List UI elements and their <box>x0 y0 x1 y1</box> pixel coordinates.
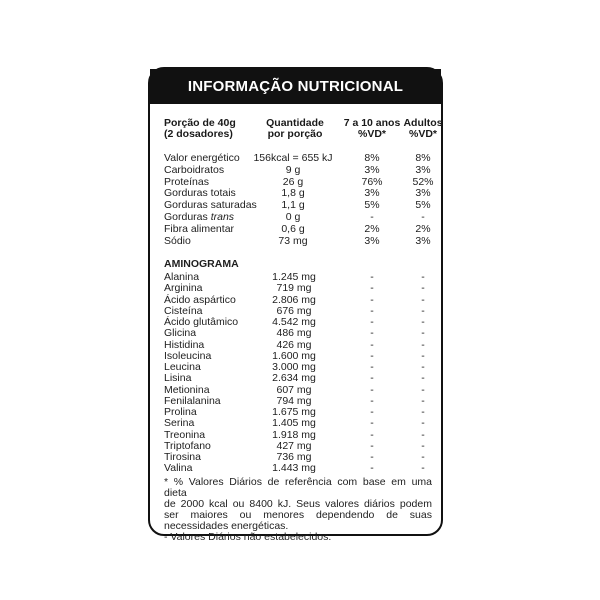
aminogram-row <box>150 373 441 384</box>
row-name-italic: trans <box>210 211 235 223</box>
row-kids-dv: - <box>370 372 374 385</box>
row-quantity: 0 g <box>285 211 301 223</box>
panel-title: INFORMAÇÃO NUTRICIONAL <box>150 69 441 104</box>
row-name: Leucina <box>164 361 201 373</box>
row-quantity: 9 g <box>285 163 301 176</box>
kids-dv-header-line2: %VD* <box>357 128 386 140</box>
row-kids-dv: - <box>370 293 374 306</box>
row-adults-dv: - <box>421 417 425 430</box>
row-adults-dv: 8% <box>415 152 431 164</box>
row-name: Alanina <box>164 271 200 283</box>
row-quantity: 427 mg <box>276 439 312 452</box>
row-adults-dv: - <box>421 394 425 407</box>
row-name: Treonina <box>164 428 206 441</box>
row-name: Histidina <box>164 338 205 351</box>
row-adults-dv: - <box>421 439 425 452</box>
row-quantity: 736 mg <box>276 451 312 463</box>
nutrient-row <box>150 153 441 164</box>
row-name: Gorduras totais <box>164 187 236 200</box>
row-kids-dv: - <box>370 282 374 295</box>
row-adults-dv: 3% <box>415 163 431 176</box>
footnote-line1: * % Valores Diários de referência com base em uma dieta <box>164 476 432 499</box>
row-adults-dv: 5% <box>415 199 431 212</box>
row-kids-dv: - <box>370 211 374 223</box>
aminogram-title: AMINOGRAMA <box>164 258 239 270</box>
row-adults-dv: - <box>421 349 425 362</box>
nutrient-row <box>150 224 441 235</box>
aminogram-row <box>150 295 441 306</box>
row-quantity: 1,8 g <box>281 187 305 200</box>
row-kids-dv: 5% <box>364 199 380 212</box>
row-name: Isoleucina <box>164 349 212 362</box>
row-quantity: 3.000 mg <box>272 361 316 373</box>
row-kids-dv: - <box>370 361 374 373</box>
row-quantity: 26 g <box>282 175 304 188</box>
row-kids-dv: 3% <box>364 187 380 200</box>
row-quantity: 0,6 g <box>281 222 305 235</box>
row-kids-dv: - <box>370 271 374 283</box>
row-name: Glicina <box>164 327 197 340</box>
portion-header-line1: Porção de 40g <box>164 117 236 129</box>
row-adults-dv: - <box>421 271 425 283</box>
nutrition-facts-panel <box>148 67 443 543</box>
row-quantity: 1,1 g <box>281 199 305 212</box>
row-name: Serina <box>164 417 195 430</box>
row-adults-dv: 3% <box>415 234 431 247</box>
row-name: Proteínas <box>164 175 209 188</box>
row-adults-dv: - <box>421 361 425 373</box>
row-adults-dv: - <box>421 304 425 317</box>
row-adults-dv: - <box>421 338 425 351</box>
row-quantity: 2.806 mg <box>272 293 316 306</box>
row-kids-dv: - <box>370 304 374 317</box>
row-adults-dv: - <box>421 282 425 295</box>
row-name: Ácido aspártico <box>164 293 236 306</box>
row-kids-dv: - <box>370 451 374 463</box>
row-name: Prolina <box>164 406 197 418</box>
row-name: Cisteína <box>164 304 203 317</box>
row-name: Tirosina <box>164 451 201 463</box>
row-quantity: 676 mg <box>276 304 312 317</box>
row-quantity: 607 mg <box>276 383 312 396</box>
row-adults-dv: - <box>421 372 425 385</box>
nutrient-row <box>150 177 441 188</box>
row-name: Triptofano <box>164 439 211 452</box>
aminogram-row <box>150 283 441 294</box>
row-adults-dv: 2% <box>415 222 431 235</box>
aminogram-row <box>150 328 441 339</box>
footnote-line5: - Valores Diários não estabelecidos. <box>164 531 332 543</box>
row-adults-dv: - <box>421 462 425 475</box>
row-kids-dv: - <box>370 338 374 351</box>
row-kids-dv: 8% <box>364 152 380 164</box>
row-quantity: 1.245 mg <box>272 271 316 283</box>
quantity-header-line2: por porção <box>267 128 323 140</box>
row-adults-dv: 3% <box>415 187 431 200</box>
row-name: Arginina <box>164 282 203 295</box>
row-adults-dv: - <box>421 406 425 418</box>
adults-dv-header-line2: %VD* <box>408 128 437 140</box>
adults-dv-header-line1: Adultos <box>403 117 443 129</box>
row-name: Sódio <box>164 234 191 247</box>
row-kids-dv: 3% <box>364 234 380 247</box>
row-kids-dv: - <box>370 349 374 362</box>
row-quantity: 1.600 mg <box>272 349 316 362</box>
row-name-prefix: Gorduras <box>164 211 208 223</box>
row-name: Lisina <box>164 372 192 385</box>
row-quantity: 486 mg <box>276 327 312 340</box>
portion-header <box>164 118 236 140</box>
row-quantity: 1.405 mg <box>272 417 316 430</box>
row-name: Ácido glutâmico <box>164 316 239 328</box>
row-name: Carboidratos <box>164 163 225 176</box>
row-kids-dv: - <box>370 428 374 441</box>
row-kids-dv: 76% <box>361 175 383 188</box>
row-kids-dv: - <box>370 439 374 452</box>
kids-dv-header-line1: 7 a 10 anos <box>343 117 401 129</box>
row-quantity: 73 mg <box>278 234 308 247</box>
row-quantity: 4.542 mg <box>272 316 316 328</box>
aminogram-row <box>150 430 441 441</box>
row-kids-dv: - <box>370 394 374 407</box>
row-quantity: 156kcal = 655 kJ <box>253 152 333 164</box>
row-name: Fibra alimentar <box>164 222 235 235</box>
row-kids-dv: - <box>370 417 374 430</box>
row-kids-dv: 2% <box>364 222 380 235</box>
row-name: Valina <box>164 462 193 475</box>
aminogram-row <box>150 463 441 474</box>
row-kids-dv: - <box>370 327 374 340</box>
aminogram-row <box>150 418 441 429</box>
row-quantity: 1.918 mg <box>272 428 316 441</box>
row-kids-dv: - <box>370 462 374 475</box>
row-name: Fenilalanina <box>164 394 221 407</box>
row-adults-dv: 52% <box>412 175 434 188</box>
row-adults-dv: - <box>421 451 425 463</box>
row-kids-dv: - <box>370 383 374 396</box>
aminogram-row <box>150 340 441 351</box>
row-name <box>164 212 234 223</box>
row-adults-dv: - <box>421 316 425 328</box>
nutrient-row <box>150 200 441 211</box>
footnote-line4: necessidades energéticas. <box>164 520 289 532</box>
nutrient-row <box>150 212 441 223</box>
adults-dv-header <box>398 118 448 140</box>
row-adults-dv: - <box>421 383 425 396</box>
nutrient-row <box>150 165 441 176</box>
row-kids-dv: 3% <box>364 163 380 176</box>
row-name: Metionina <box>164 383 210 396</box>
row-quantity: 719 mg <box>276 282 312 295</box>
portion-header-line2: (2 dosadores) <box>164 128 233 140</box>
footnote <box>164 477 432 543</box>
aminogram-row <box>150 385 441 396</box>
row-kids-dv: - <box>370 316 374 328</box>
row-quantity: 1.443 mg <box>272 462 316 475</box>
footnote-line2: de 2000 kcal ou 8400 kJ. Seus valores diários podem <box>164 498 432 510</box>
row-adults-dv: - <box>421 428 425 441</box>
row-quantity: 794 mg <box>276 394 312 407</box>
row-quantity: 1.675 mg <box>272 406 316 418</box>
quantity-header-line1: Quantidade <box>266 117 324 129</box>
row-kids-dv: - <box>370 406 374 418</box>
nutrient-row <box>150 188 441 199</box>
nutrient-row <box>150 236 441 247</box>
row-name: Gorduras saturadas <box>164 199 257 212</box>
row-name: Valor energético <box>164 152 240 164</box>
row-quantity: 2.634 mg <box>272 372 316 385</box>
footnote-line3: ser maiores ou menores dependendo de suas <box>164 509 432 521</box>
row-adults-dv: - <box>421 211 425 223</box>
row-adults-dv: - <box>421 327 425 340</box>
row-quantity: 426 mg <box>276 338 312 351</box>
row-adults-dv: - <box>421 293 425 306</box>
quantity-header <box>260 118 330 140</box>
